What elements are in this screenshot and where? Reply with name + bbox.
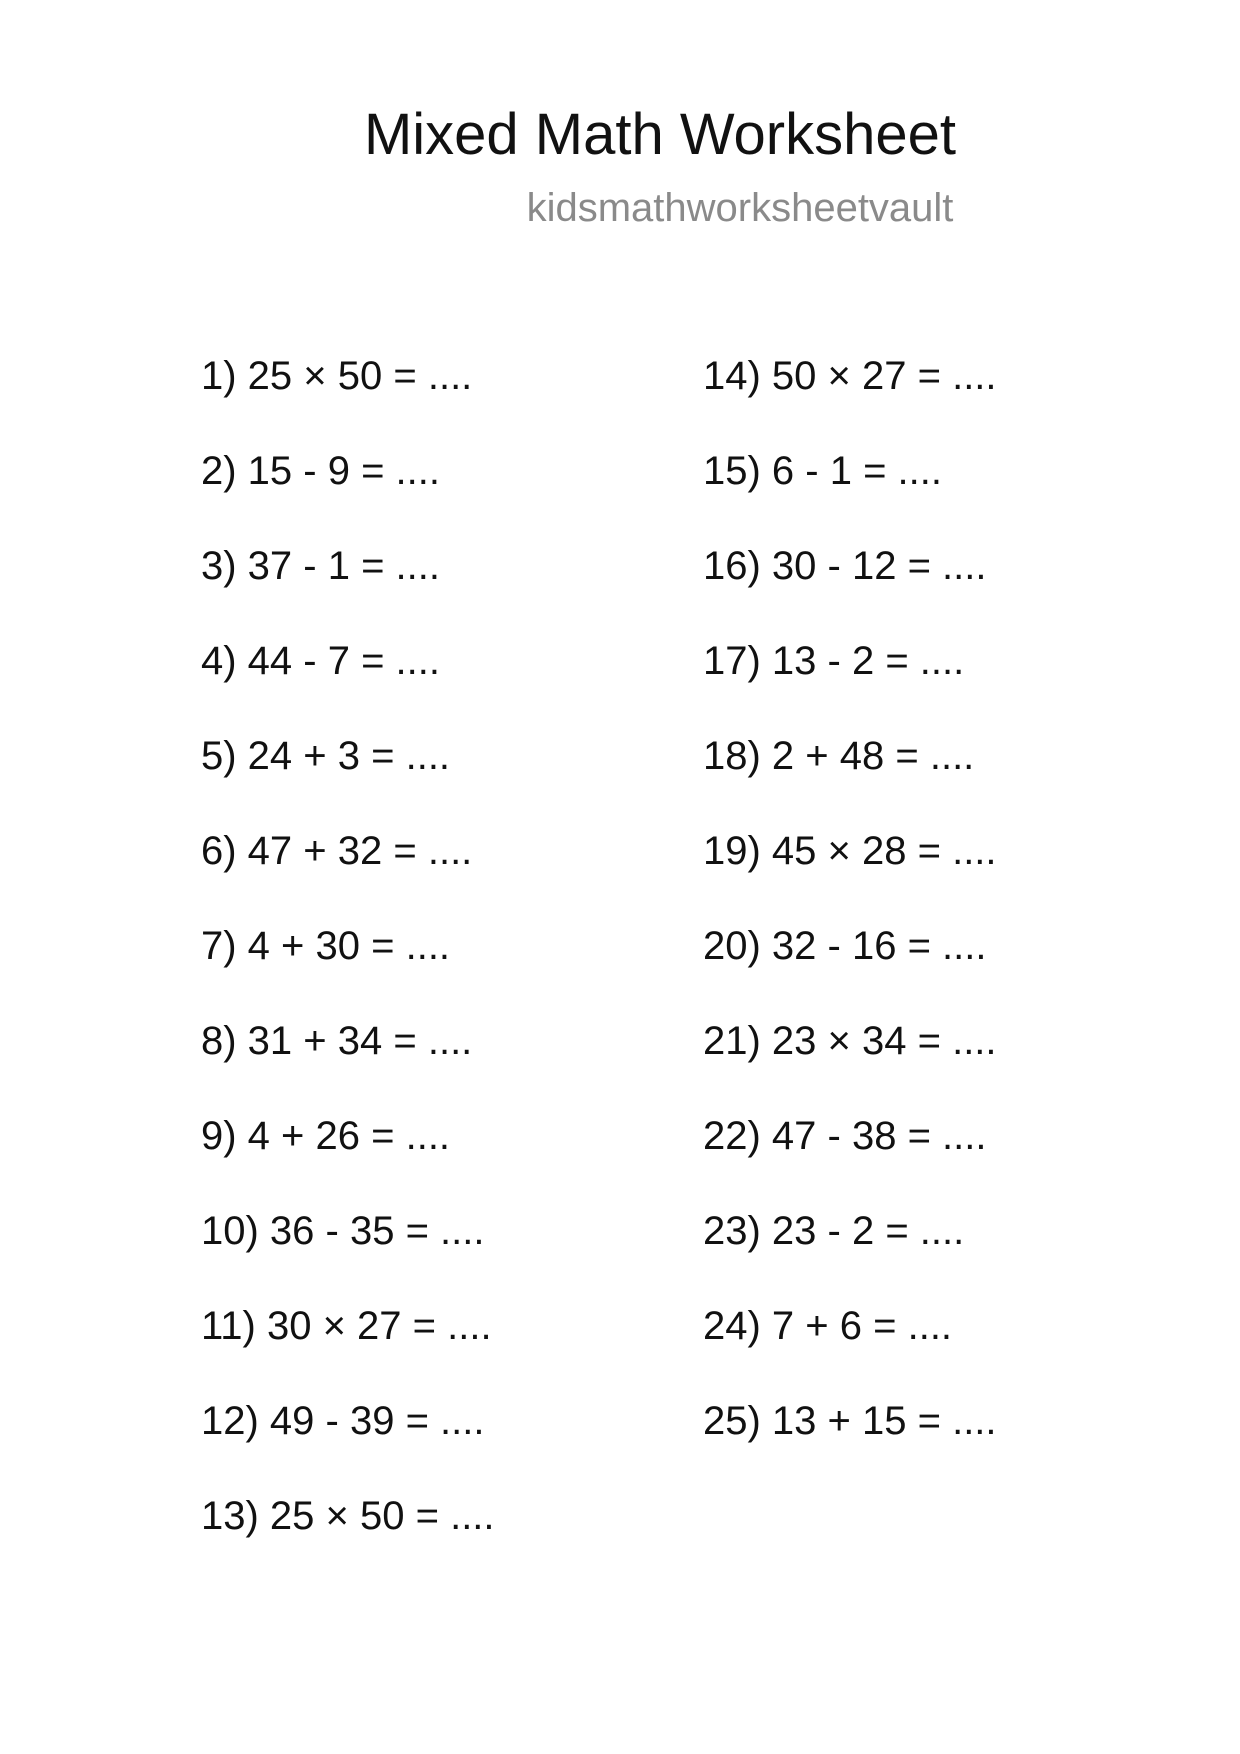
problem-8: 8) 31 + 34 = .... [201, 1019, 473, 1063]
problem-25: 25) 13 + 15 = .... [703, 1399, 997, 1443]
problem-3: 3) 37 - 1 = .... [201, 544, 441, 588]
problem-5: 5) 24 + 3 = .... [201, 734, 451, 778]
problem-15: 15) 6 - 1 = .... [703, 449, 943, 493]
problem-7: 7) 4 + 30 = .... [201, 924, 451, 968]
problem-9: 9) 4 + 26 = .... [201, 1114, 451, 1158]
problem-1: 1) 25 × 50 = .... [201, 354, 473, 398]
problem-17: 17) 13 - 2 = .... [703, 639, 965, 683]
problem-12: 12) 49 - 39 = .... [201, 1399, 485, 1443]
page-subtitle: kidsmathworksheetvault [526, 186, 954, 230]
problem-19: 19) 45 × 28 = .... [703, 829, 997, 873]
page-title: Mixed Math Worksheet [363, 102, 957, 167]
problem-20: 20) 32 - 16 = .... [703, 924, 987, 968]
problem-21: 21) 23 × 34 = .... [703, 1019, 997, 1063]
problem-11: 11) 30 × 27 = .... [201, 1304, 492, 1348]
problem-18: 18) 2 + 48 = .... [703, 734, 975, 778]
problem-column-left [201, 351, 701, 1586]
problem-6: 6) 47 + 32 = .... [201, 829, 473, 873]
problem-4: 4) 44 - 7 = .... [201, 639, 441, 683]
problem-14: 14) 50 × 27 = .... [703, 354, 997, 398]
problem-10: 10) 36 - 35 = .... [201, 1209, 485, 1253]
problem-16: 16) 30 - 12 = .... [703, 544, 987, 588]
problem-column-right [703, 351, 1203, 1491]
problem-2: 2) 15 - 9 = .... [201, 449, 441, 493]
problem-23: 23) 23 - 2 = .... [703, 1209, 965, 1253]
problem-22: 22) 47 - 38 = .... [703, 1114, 987, 1158]
worksheet-header [0, 0, 1240, 260]
problem-24: 24) 7 + 6 = .... [703, 1304, 953, 1348]
problem-13: 13) 25 × 50 = .... [201, 1494, 495, 1538]
